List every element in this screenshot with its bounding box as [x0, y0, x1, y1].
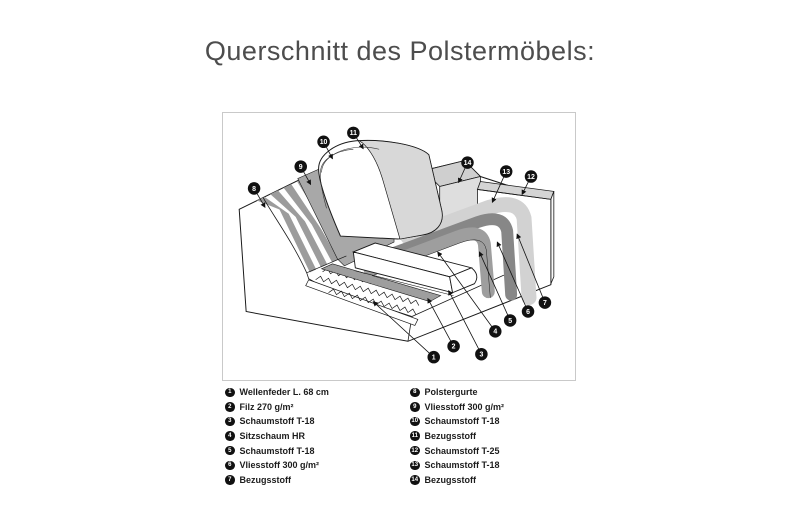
backrest-cushion — [319, 140, 443, 239]
legend-bullet: 1 — [225, 388, 235, 398]
legend-label: Schaumstoff T-18 — [239, 445, 315, 456]
diagram-marker-number: 8 — [252, 185, 257, 193]
legend-bullet: 5 — [225, 446, 235, 456]
legend-item — [410, 400, 504, 415]
diagram-marker-number: 10 — [319, 139, 328, 147]
legend-label: Sitzschaum HR — [239, 431, 306, 442]
legend-label: Wellenfeder L. 68 cm — [239, 387, 329, 398]
diagram-marker-number: 3 — [479, 351, 484, 359]
legend-label: Polstergurte — [424, 387, 478, 398]
diagram-marker-number: 6 — [526, 308, 530, 316]
legend-item — [410, 385, 504, 400]
legend-bullet: 9 — [410, 402, 420, 412]
diagram-marker-number: 13 — [502, 168, 511, 176]
legend-label: Vliesstoff 300 g/m² — [239, 460, 320, 471]
legend-column-right — [410, 385, 504, 487]
legend-label: Schaumstoff T-18 — [424, 460, 500, 471]
legend-bullet: 8 — [410, 388, 420, 398]
diagram-marker-number: 14 — [463, 160, 472, 168]
legend-bullet: 6 — [225, 461, 235, 471]
legend-label: Bezugsstoff — [424, 474, 476, 485]
legend-bullet: 4 — [225, 431, 235, 441]
legend-bullet: 3 — [225, 417, 235, 427]
legend-item — [410, 443, 504, 458]
legend-label: Filz 270 g/m² — [239, 401, 294, 412]
legend-label: Vliesstoff 300 g/m² — [424, 401, 505, 412]
legend-bullet: 12 — [411, 447, 419, 454]
legend-item — [225, 400, 329, 415]
legend-bullet: 10 — [411, 418, 419, 425]
diagram-marker-number: 5 — [508, 317, 513, 325]
legend-item — [225, 473, 329, 488]
legend-label: Schaumstoff T-18 — [239, 416, 315, 427]
legend-item — [410, 473, 504, 488]
legend-item — [410, 414, 504, 429]
legend-bullet: 7 — [225, 475, 235, 485]
furniture-cross-section-diagram — [223, 113, 575, 380]
legend-item — [225, 443, 329, 458]
diagram-marker-number: 11 — [349, 130, 358, 138]
legend-bullet: 11 — [411, 433, 418, 440]
legend-label: Schaumstoff T-18 — [424, 416, 500, 427]
legend-item — [410, 458, 504, 473]
legend-item — [225, 458, 329, 473]
legend-item — [225, 385, 329, 400]
diagram-marker-number: 12 — [527, 173, 535, 181]
furniture-cross-section-figure — [222, 112, 576, 381]
legend-bullet: 13 — [411, 462, 419, 469]
diagram-marker-number: 9 — [298, 163, 303, 171]
diagram-marker-number: 1 — [431, 354, 436, 362]
legend-bullet: 14 — [411, 476, 419, 483]
page-title: Querschnitt des Polstermöbels: — [204, 36, 596, 66]
legend-column-left — [225, 385, 329, 487]
diagram-marker-number: 7 — [542, 299, 547, 307]
diagram-marker-number: 4 — [493, 328, 498, 336]
legend-label: Bezugsstoff — [424, 431, 476, 442]
legend-label: Schaumstoff T-25 — [424, 445, 500, 456]
legend-label: Bezugsstoff — [239, 474, 291, 485]
legend-item — [225, 429, 329, 444]
diagram-marker-number: 2 — [451, 343, 456, 351]
legend-item — [410, 429, 504, 444]
legend-item — [225, 414, 329, 429]
legend-bullet: 2 — [225, 402, 235, 412]
